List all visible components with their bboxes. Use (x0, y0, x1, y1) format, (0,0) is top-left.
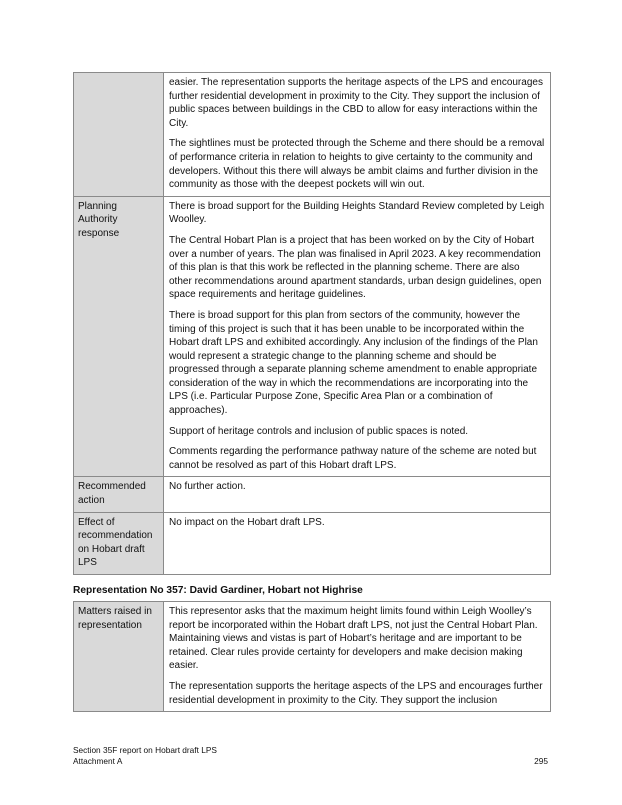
paragraph: easier. The representation supports the heritage aspects of the LPS and encourages further residential development in proximity to the City. They support the inclusion of public spaces between buildings in the CBD to allow for easy interactions within the City. (169, 77, 543, 129)
table-row-continued (74, 73, 551, 197)
row-label: Planning Authority response (74, 196, 164, 477)
paragraph: Support of heritage controls and inclusion of public spaces is noted. (169, 425, 469, 437)
table-row-planning-response (74, 196, 551, 477)
recommended-action-cell (164, 477, 551, 512)
representation-table-continued (73, 72, 551, 575)
paragraph: There is broad support for the Building Heights Standard Review completed by Leigh Woolley. (169, 200, 545, 226)
row-label: Recommended action (74, 477, 164, 512)
table-row-recommended-action (74, 477, 551, 512)
paragraph: The representation supports the heritage aspects of the LPS and encourages further residential development in proximity to the City. They support the inclusion (169, 680, 543, 706)
paragraph: No impact on the Hobart draft LPS. (169, 516, 325, 528)
paragraph: No further action. (169, 481, 246, 493)
matters-cell (164, 602, 551, 712)
row-label-empty (74, 73, 164, 197)
footer-line: Attachment A (73, 756, 123, 766)
table-row-matters (74, 602, 551, 712)
planning-response-cell (164, 196, 551, 477)
row-label: Effect of recommendation on Hobart draft LPS (74, 512, 164, 574)
paragraph: The sightlines must be protected through the Scheme and there should be a removal of performance criteria in relation to heights to give certainty to the community and developers. Without this there will always be ambit claims and further division in the community as those with the deepest pockets will win out. (169, 138, 545, 191)
representation-heading: Representation No 357: David Gardiner, Hobart not Highrise (73, 585, 363, 596)
paragraph: There is broad support for this plan from sectors of the community, however the timing of this project is such that it has been unable to be incorporated within the Hobart draft LPS and exhibited accordingly. Any inclusion of the findings of the Plan would represent a strategic change to the planning scheme and should be progressed through a separate planning scheme amendment to enable appropriate consideration of the way in which the recommendations are incorporating into the LPS (i.e. Particular Purpose Zone, Specific Area Plan or a combination of approaches). (169, 309, 538, 417)
representation-table (73, 601, 551, 712)
paragraph: This representor asks that the maximum height limits found within Leigh Woolley’s report be incorporated within the Hobart draft LPS, not just the Central Hobart Plan. Maintaining views and vistas is part of Hobart’s heritage and are important to be retained. Clear rules provide certainty for developers and make decision making easier. (169, 606, 538, 672)
footer-line: Section 35F report on Hobart draft LPS (73, 745, 217, 755)
page-number: 295 (534, 756, 548, 766)
paragraph: The Central Hobart Plan is a project that has been worked on by the City of Hobart over a number of years. The plan was finalised in April 2023. A key recommendation of this plan is that this work be reflected in the planning scheme. There are also other recommendations around apartment standards, urban design guidelines, open space requirements and heritage guidelines. (169, 234, 542, 301)
paragraph: Comments regarding the performance pathway nature of the scheme are noted but cannot be resolved as part of this Hobart draft LPS. (169, 446, 537, 471)
row-label: Matters raised in representation (74, 602, 164, 712)
effect-cell (164, 512, 551, 574)
continued-text-cell (164, 73, 551, 197)
page-footer (73, 745, 217, 767)
table-row-effect (74, 512, 551, 574)
